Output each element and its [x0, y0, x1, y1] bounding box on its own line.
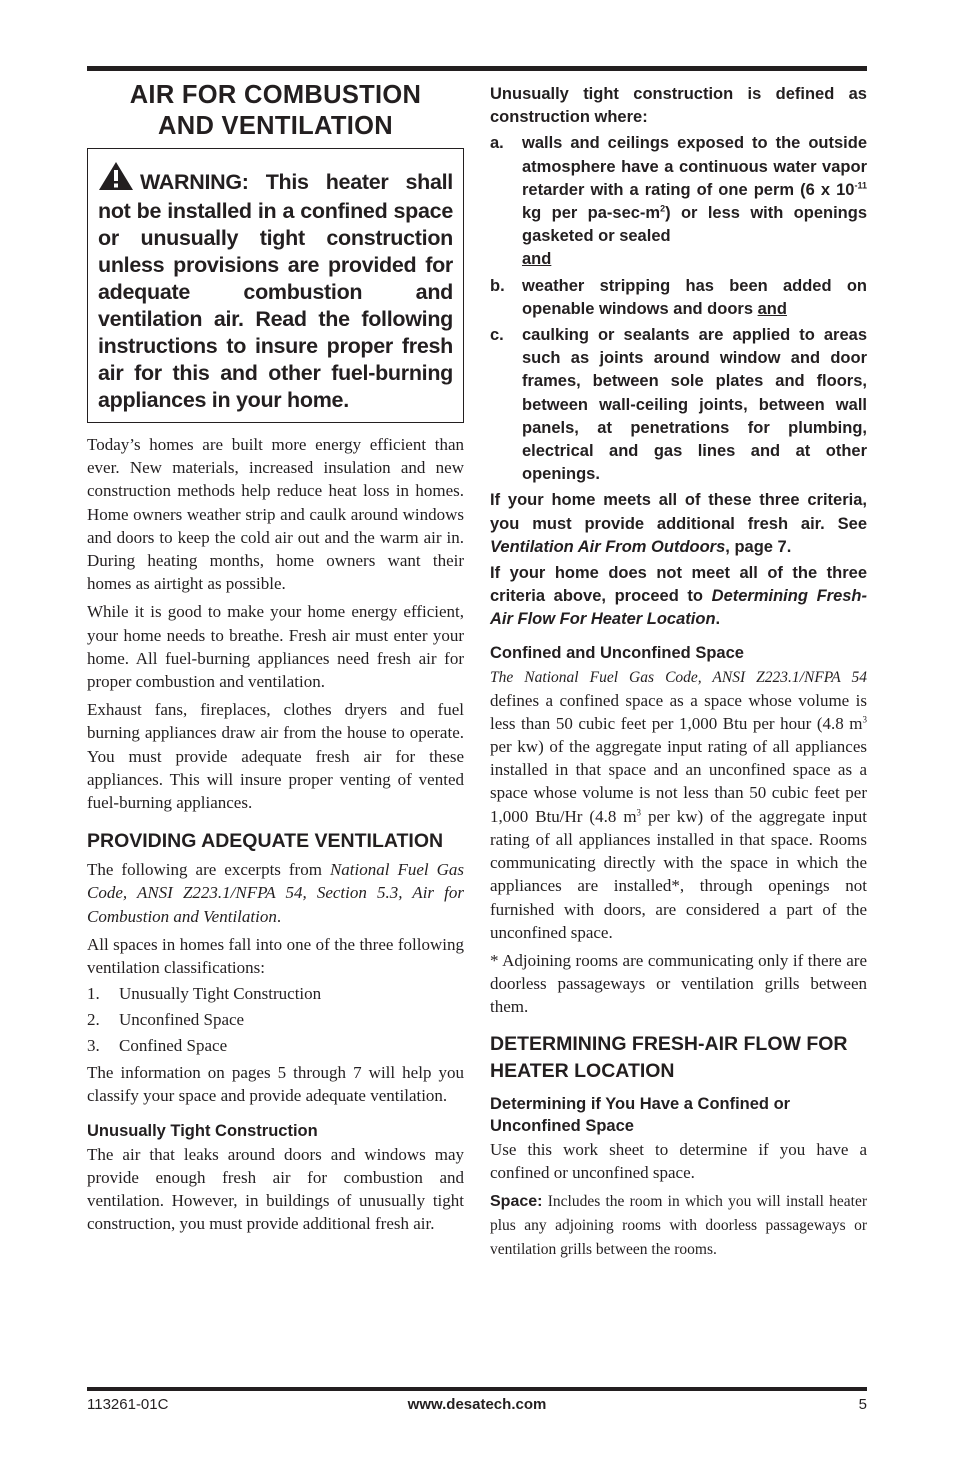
not-meet-criteria: If your home does not meet all of the three criteria above, proceed to Determining Fresh-Air Flow For Heater Location.	[490, 564, 867, 629]
section-title-line1: AIR FOR COMBUSTION	[129, 81, 422, 109]
list-item: a. walls and ceilings exposed to the outside atmosphere have a continuous water vapor retarder with a rating of one perm (6 x $10^{-11}$ kg per $pa-\sec-m^2$) or less with openings gasketed or sealed and	[490, 134, 867, 269]
left-column	[87, 80, 464, 1240]
intro-paragraph-2: While it is good to make your home energy efficient, your home needs to breathe. Fresh air must enter your home. All fuel-burning appliances need fresh air for proper combustion and ventilation.	[87, 602, 464, 692]
footnote: * Adjoining rooms are communicating only if there are doorless passageways or ventilation grills between them.	[490, 950, 867, 1017]
classification-list	[87, 981, 464, 1059]
determining-subheading: Determining if You Have a Confined or Unconfined Space	[490, 1094, 791, 1135]
intro-paragraph-1: Today’s homes are built more energy efficient than ever. New materials, increased insulation and new construction methods help reduce heat loss in homes. Home owners weather strip and caulk around windows and doors to keep the cold air out and the warm air in. During heating months, home owners want their homes as airtight as possible.	[87, 435, 464, 594]
tight-paragraph: The air that leaks around doors and windows may provide enough fresh air for combustion and ventilation. However, in buildings of unusually tight construction, you must provide additional fresh air.	[87, 1144, 464, 1234]
part-number: 113261-01C	[87, 1396, 169, 1413]
tight-heading: Unusually Tight Construction	[87, 1121, 318, 1140]
list-item: 3. Confined Space	[87, 1036, 228, 1056]
list-item: b. weather stripping has been added on openable windows and doors and	[490, 276, 867, 318]
section-title-line2: AND VENTILATION	[158, 112, 393, 140]
list-item: 1. Unusually Tight Construction	[87, 984, 322, 1004]
warning-triangle-icon	[98, 161, 134, 198]
bottom-rule	[87, 1387, 867, 1391]
section-title	[87, 80, 464, 142]
right-column	[490, 83, 867, 1266]
list-item: c. caulking or sealants are applied to areas such as joints around window and door frames, between sole plates and floors, between wall-ceiling joints, between wall panels, at penetrations for plumbing, electrical and gas lines and at other openings.	[490, 326, 867, 484]
page-number: 5	[858, 1396, 867, 1413]
confined-heading: Confined and Unconfined Space	[490, 643, 744, 662]
ventilation-link-ref: Ventilation Air From Outdoors	[490, 537, 726, 556]
excerpt-paragraph: The following are excerpts from National Fuel Gas Code, ANSI Z223.1/NFPA 54, Section 5.3, Air for Combustion and Ventilation.	[87, 860, 464, 926]
warning-text: This heater shall not be installed in a confined space or unusually tight construction unless provisions are provided for adequate combustion and ventilation air. Read the following instructions to insure proper fresh air for this and other fuel-burning appliances in your home.	[98, 170, 453, 412]
intro-paragraph-3: Exhaust fans, fireplaces, clothes dryers and fuel burning appliances draw air from the house to operate. You must provide adequate fresh air for these appliances. This will insure proper venting of vented fuel-burning appliances.	[87, 700, 464, 813]
determining-link-ref: Determining Fresh-Air Flow For Heater Location	[490, 587, 867, 629]
space-definition: Space: Includes the room in which you will install heater plus any adjoining rooms with doorless passageways or ventilation grills between the rooms.	[490, 1192, 867, 1259]
determining-heading: DETERMINING FRESH-AIR FLOW FOR HEATER LOCATION	[490, 1032, 848, 1082]
confined-paragraph: The National Fuel Gas Code, ANSI Z223.1/NFPA 54 defines a confined space as a space whose volume is less than 50 cubic feet per 1,000 Btu per hour (4.8 $m^3$ per kw) of the aggregate input rating of all appliances installed in that space and an unconfined space as a space whose volume is not less than 50 cubic feet per 1,000 Btu/Hr (4.8 $m^3$ per kw) of the aggregate input rating of all appliances installed in that space. Rooms communicating directly with the space in which the appliances are installed*, through openings not furnished with doors, are considered a part of the unconfined space.	[490, 668, 867, 942]
list-item: 2. Unconfined Space	[87, 1010, 245, 1030]
providing-heading: PROVIDING ADEQUATE VENTILATION	[87, 830, 444, 853]
warning-lead: WARNING:	[140, 170, 249, 194]
classes-intro: All spaces in homes fall into one of the three following ventilation classifications:	[87, 934, 464, 978]
website: www.desatech.com	[407, 1396, 547, 1413]
tight-definition: Unusually tight construction is defined as construction where:	[490, 85, 867, 127]
worksheet-paragraph: Use this work sheet to determine if you have a confined or unconfined space.	[490, 1139, 867, 1182]
warning-box	[87, 148, 464, 423]
criteria-list	[490, 132, 867, 486]
top-rule	[87, 66, 867, 71]
code-reference: National Fuel Gas Code, ANSI Z223.1/NFPA 54, Section 5.3, Air for Combustion and Ventilation	[87, 860, 464, 926]
pages-note: The information on pages 5 through 7 will help you classify your space and provide adequate ventilation.	[87, 1063, 464, 1106]
meets-criteria: If your home meets all of these three criteria, you must provide additional fresh air. See Ventilation Air From Outdoors, page 7.	[490, 491, 867, 556]
